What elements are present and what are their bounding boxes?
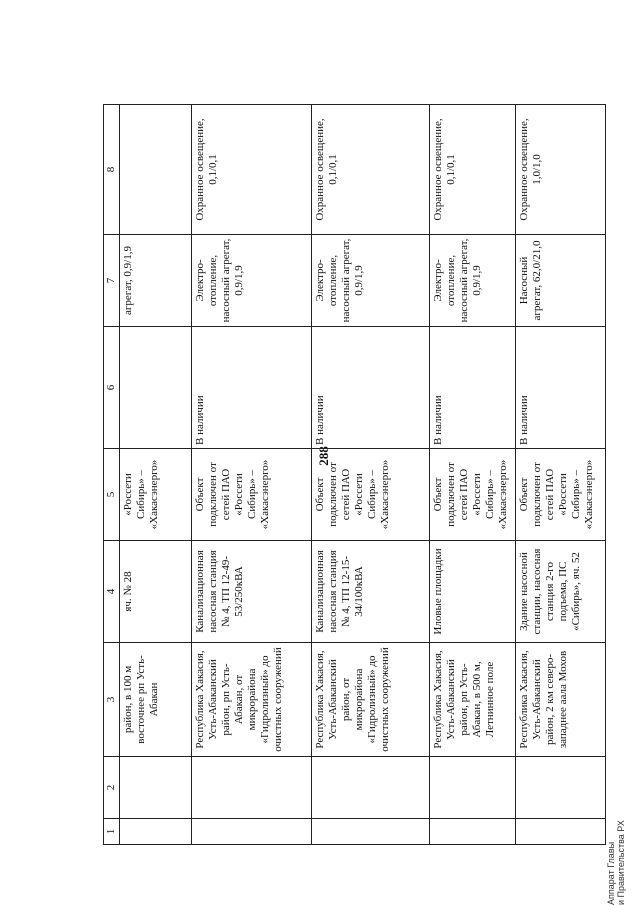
header-row bbox=[104, 105, 120, 845]
cell-availability bbox=[120, 327, 192, 449]
footer-line-1: Аппарат Главы bbox=[606, 841, 616, 905]
cell-number bbox=[192, 819, 312, 845]
header-col-7: 7 bbox=[104, 235, 120, 327]
cell-availability: В наличии bbox=[192, 327, 312, 449]
cell-lighting bbox=[120, 105, 192, 235]
cell-object: яч. № 28 bbox=[120, 541, 192, 643]
footer-line-2: и Правительства РХ bbox=[616, 820, 626, 905]
cell-lighting: Охранное освещение, 1,0/1,0 bbox=[516, 105, 606, 235]
cell-load: агрегат, 0,9/1,9 bbox=[120, 235, 192, 327]
cell-object: Канализационная насосная станция № 4, ТП 12-15-34/100кВА bbox=[312, 541, 430, 643]
cell-load: Электро-отопление, насосный агрегат, 0,9/1,9 bbox=[192, 235, 312, 327]
cell-connection: «Россети Сибирь» – «Хакасэнерго» bbox=[120, 449, 192, 541]
cell-address: Республика Хакасия, Усть-Абаканский район, 2 км северо-западнее аала Мохов bbox=[516, 643, 606, 757]
cell-connection: Объект подключен от сетей ПАО «Россети Сибирь» – «Хакасэнерго» bbox=[430, 449, 516, 541]
cell-address: Республика Хакасия, Усть-Абаканский район, от микрорайона «Гидролизный» до очистных сооружений bbox=[312, 643, 430, 757]
cell-name bbox=[120, 757, 192, 819]
header-col-2: 2 bbox=[104, 757, 120, 819]
header-col-1: 1 bbox=[104, 819, 120, 845]
header-col-6: 6 bbox=[104, 327, 120, 449]
cell-object: Иловые площадки bbox=[430, 541, 516, 643]
header-col-4: 4 bbox=[104, 541, 120, 643]
cell-number bbox=[120, 819, 192, 845]
cell-lighting: Охранное освещение, 0,1/0,1 bbox=[192, 105, 312, 235]
table-row bbox=[312, 105, 430, 845]
cell-number bbox=[312, 819, 430, 845]
cell-connection: Объект подключен от сетей ПАО «Россети Сибирь» – «Хакасэнерго» bbox=[516, 449, 606, 541]
table-row bbox=[430, 105, 516, 845]
cell-load: Электро-отопление, насосный агрегат, 0,9/1,9 bbox=[430, 235, 516, 327]
cell-number bbox=[516, 819, 606, 845]
cell-object: Здание насосной станции, насосная станция 2-го подъема, ПС «Сибирь», яч. 52 bbox=[516, 541, 606, 643]
cell-object: Канализационная насосная станция № 4, ТП 12-49-53/250кВА bbox=[192, 541, 312, 643]
cell-address: Республика Хакасия, Усть-Абаканский район, рп Усть-Абакан, в 500 м, Летнинное поле bbox=[430, 643, 516, 757]
cell-lighting: Охранное освещение, 0,1/0,1 bbox=[430, 105, 516, 235]
cell-address: район, в 100 м восточнее рп Усть-Абакан bbox=[120, 643, 192, 757]
cell-load: Электро-отопление, насосный агрегат, 0,9/1,9 bbox=[312, 235, 430, 327]
cell-name bbox=[312, 757, 430, 819]
document-table bbox=[103, 104, 606, 845]
cell-load: Насосный агрегат, 62,0/21,0 bbox=[516, 235, 606, 327]
cell-name bbox=[192, 757, 312, 819]
cell-name bbox=[430, 757, 516, 819]
cell-availability: В наличии bbox=[312, 327, 430, 449]
cell-connection: Объект подключен от сетей ПАО «Россети Сибирь» – «Хакасэнерго» bbox=[312, 449, 430, 541]
cell-number bbox=[430, 819, 516, 845]
table-row bbox=[516, 105, 606, 845]
table-row bbox=[120, 105, 192, 845]
cell-name bbox=[516, 757, 606, 819]
cell-lighting: Охранное освещение, 0,1/0,1 bbox=[312, 105, 430, 235]
table-row bbox=[192, 105, 312, 845]
cell-connection: Объект подключен от сетей ПАО «Россети Сибирь» – «Хакасэнерго» bbox=[192, 449, 312, 541]
header-col-8: 8 bbox=[104, 105, 120, 235]
page-number: 288 bbox=[315, 446, 331, 466]
footer-note bbox=[606, 820, 626, 905]
table-container bbox=[103, 105, 638, 845]
cell-address: Республика Хакасия, Усть-Абаканский район, рп Усть-Абакан, от микрорайона «Гидролизный» до очистных сооружений bbox=[192, 643, 312, 757]
header-col-3: 3 bbox=[104, 643, 120, 757]
cell-availability: В наличии bbox=[516, 327, 606, 449]
header-col-5: 5 bbox=[104, 449, 120, 541]
cell-availability: В наличии bbox=[430, 327, 516, 449]
